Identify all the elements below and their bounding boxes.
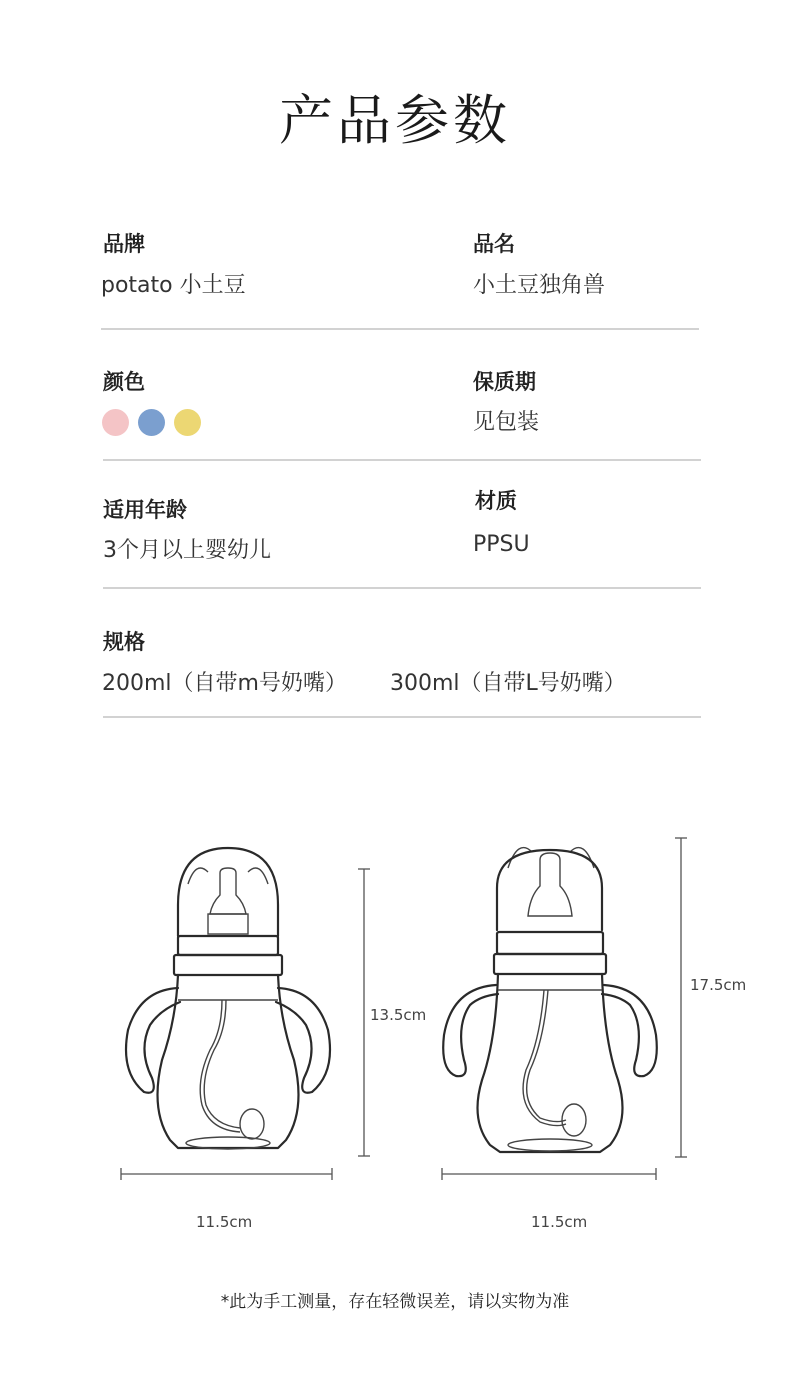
material-value: PPSU bbox=[473, 532, 530, 557]
small-bottle-illustration bbox=[126, 848, 330, 1149]
measurement-footnote: *此为手工测量，存在轻微误差，请以实物为准 bbox=[220, 1292, 570, 1312]
small-bottle-height: 13.5cm bbox=[370, 1006, 427, 1024]
age-value: 3个月以上婴幼儿 bbox=[103, 538, 271, 563]
spec-value-300ml: 300ml（自带L号奶嘴） bbox=[390, 671, 626, 696]
color-label: 颜色 bbox=[103, 370, 145, 394]
age-label: 适用年龄 bbox=[103, 498, 187, 522]
material-label: 材质 bbox=[475, 489, 517, 513]
shelf-life-value: 见包装 bbox=[473, 410, 540, 435]
large-bottle-width: 11.5cm bbox=[531, 1213, 588, 1231]
shelf-life-label: 保质期 bbox=[473, 370, 536, 394]
large-bottle-height: 17.5cm bbox=[690, 976, 747, 994]
product-name-label: 品名 bbox=[473, 232, 515, 256]
page-title: 产品参数 bbox=[279, 89, 511, 152]
spec-value-200ml: 200ml（自带m号奶嘴） bbox=[102, 671, 347, 696]
small-bottle-width: 11.5cm bbox=[196, 1213, 253, 1231]
brand-label: 品牌 bbox=[103, 232, 145, 256]
brand-value: potato 小土豆 bbox=[101, 273, 246, 298]
spec-label: 规格 bbox=[103, 630, 145, 654]
large-bottle-illustration bbox=[443, 848, 657, 1152]
product-name-value: 小土豆独角兽 bbox=[473, 273, 606, 298]
